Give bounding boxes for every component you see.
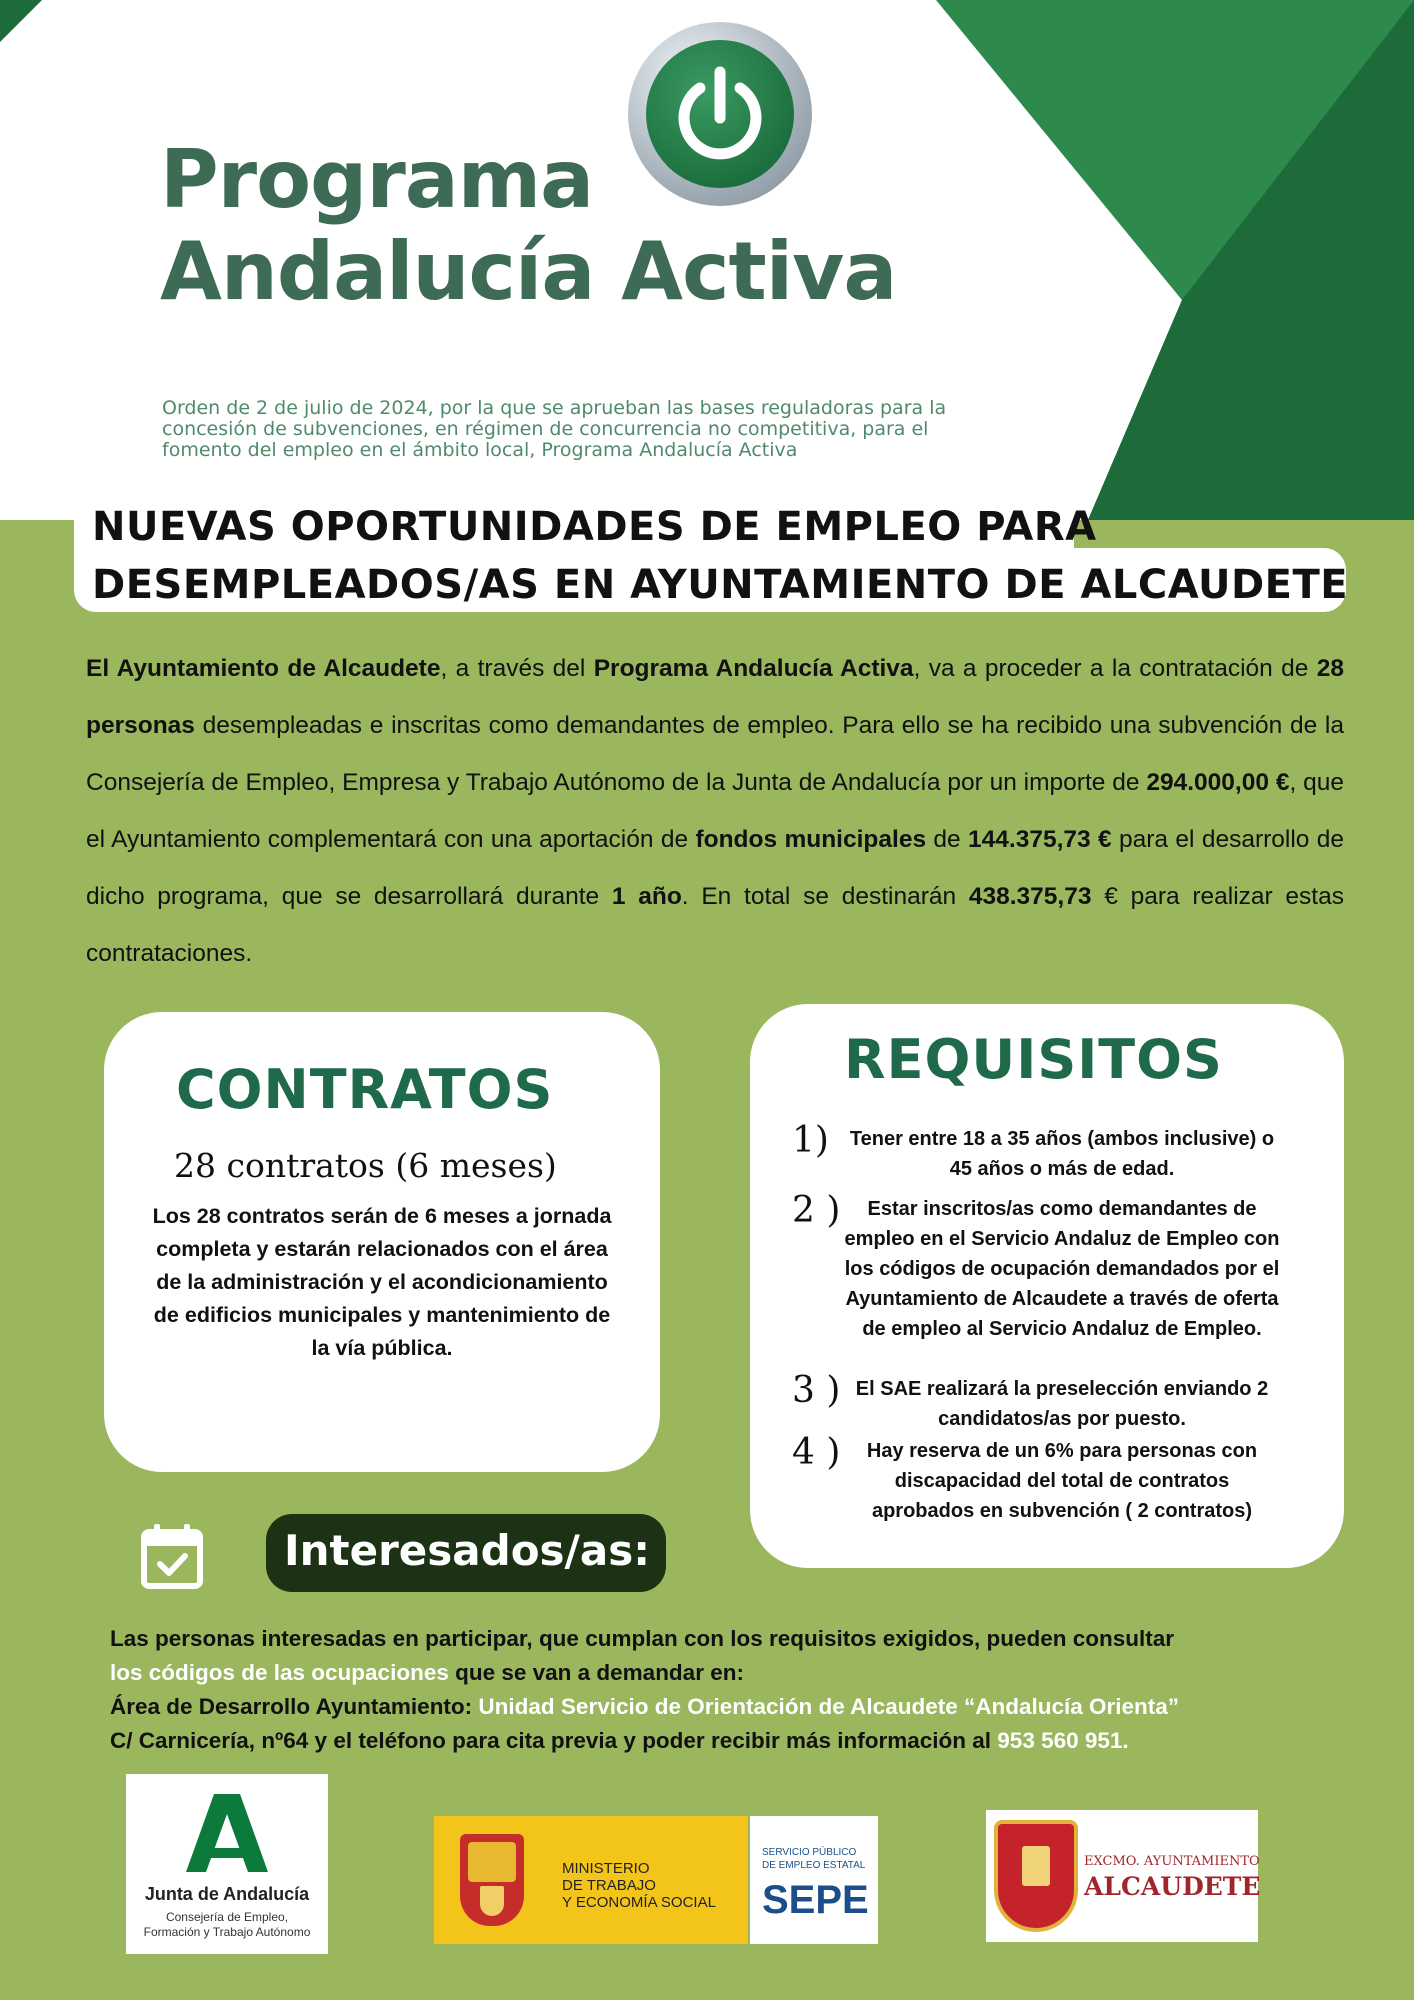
orden-line1: Orden de 2 de julio de 2024, por la que se aprueban las bases reguladoras para la	[162, 397, 947, 419]
contratos-subtitle: 28 contratos (6 meses)	[174, 1146, 557, 1185]
interesados-info	[110, 1622, 1340, 1758]
info-line3-label: Área de Desarrollo Ayuntamiento:	[110, 1694, 479, 1719]
intro-bold-personas: 28 personas	[86, 655, 1344, 739]
sepe-l2: DE EMPLEO ESTATAL	[762, 1860, 866, 1871]
requisito-number: 2 )	[792, 1190, 841, 1231]
program-title-line2: Andalucía Activa	[160, 225, 897, 318]
intro-text: . En total se destinarán	[681, 883, 969, 910]
intro-text: € para realizar estas contrataciones.	[86, 883, 1344, 967]
contratos-description: Los 28 contratos serán de 6 meses a jornada completa y estarán relacionados con el área de la administración y el acondicionamiento de edificios municipales y mantenimiento de la vía pública.	[152, 1204, 612, 1360]
requisito-text: Hay reserva de un 6% para personas con discapacidad del total de contratos aprobados en subvención ( 2 contratos)	[866, 1440, 1258, 1522]
junta-subtitle	[126, 1910, 328, 1940]
ministerio-l1: MINISTERIO	[562, 1860, 650, 1877]
ayto-l2: ALCAUDETE	[1084, 1872, 1261, 1901]
intro-text: desempleadas e inscritas como demandantes de empleo. Para ello se ha recibido una subvención de la Consejería de Empleo, Empresa y Trabajo Autónomo de la Junta de Andalucía por un importe de	[86, 712, 1344, 796]
ayto-l1: EXCMO. AYUNTAMIENTO	[1084, 1854, 1260, 1869]
info-line3	[110, 1690, 1340, 1724]
info-line4	[110, 1724, 1340, 1758]
interesados-label-text: Interesados/as:	[284, 1526, 651, 1575]
headline-line1: NUEVAS OPORTUNIDADES DE EMPLEO PARA	[92, 504, 1097, 550]
junta-sub1: Consejería de Empleo,	[165, 1910, 289, 1924]
contratos-heading: CONTRATOS	[176, 1058, 554, 1121]
program-title-line1: Programa	[160, 133, 594, 226]
alcaudete-crest-icon	[994, 1820, 1078, 1932]
intro-bold-duracion: 1 año	[611, 883, 682, 910]
phone-number[interactable]: 953 560 951.	[997, 1728, 1129, 1753]
intro-text: , que el Ayuntamiento complementará con una aportación de	[86, 769, 1344, 853]
sepe-l1: SERVICIO PÚBLICO	[762, 1847, 857, 1858]
coat-of-arms-icon	[460, 1834, 524, 1926]
intro-bold-programa: Programa Andalucía Activa	[593, 655, 914, 682]
power-icon	[628, 22, 812, 206]
ministerio-text	[562, 1860, 716, 1911]
intro-bold-fondos: fondos municipales	[695, 826, 927, 853]
requisito-text: Tener entre 18 a 35 años (ambos inclusive) o 45 años o más de edad.	[849, 1128, 1275, 1180]
junta-sub2: Formación y Trabajo Autónomo	[143, 1925, 311, 1939]
intro-text: para el desarrollo de dicho programa, que se desarrollará durante	[86, 826, 1345, 910]
header-section	[0, 0, 1414, 520]
ministerio-l2: DE TRABAJO	[562, 1877, 656, 1894]
junta-name: Junta de Andalucía	[144, 1884, 310, 1904]
contratos-card	[104, 1012, 660, 1472]
info-line2	[110, 1656, 1340, 1690]
ministerio-logo	[434, 1816, 748, 1944]
sepe-logo	[750, 1816, 878, 1944]
intro-text: , a través del	[440, 655, 594, 682]
requisito-text: Estar inscritos/as como demandantes de empleo en el Servicio Andaluz de Empleo con los códigos de ocupación demandados por el Ayuntamiento de Alcaudete a través de oferta de empleo al Servicio Andaluz de Empleo.	[844, 1198, 1280, 1340]
info-line2-rest: que se van a demandar en:	[448, 1660, 744, 1685]
intro-text: , va a proceder a la contratación de	[913, 655, 1317, 682]
intro-bold-total: 438.375,73	[968, 883, 1092, 910]
orden-text	[162, 398, 1022, 461]
intro-bold-aportacion: 144.375,73 €	[968, 826, 1112, 853]
calendar-check-icon	[140, 1522, 204, 1590]
requisito-text: El SAE realizará la preselección enviando 2 candidatos/as por puesto.	[855, 1378, 1269, 1430]
headline-banner	[74, 490, 1349, 624]
junta-a-icon	[184, 1790, 270, 1876]
ayuntamiento-alcaudete-logo	[986, 1810, 1261, 1942]
ocupaciones-link[interactable]: los códigos de las ocupaciones	[110, 1660, 449, 1685]
orientacion-link[interactable]: Unidad Servicio de Orientación de Alcaudete “Andalucía Orienta”	[478, 1694, 1180, 1719]
requisitos-heading: REQUISITOS	[844, 1028, 1223, 1091]
info-line4-text: C/ Carnicería, nº64 y el teléfono para cita previa y poder recibir más información al	[110, 1728, 998, 1753]
requisito-number: 4 )	[792, 1432, 841, 1473]
info-line1: Las personas interesadas en participar, que cumplan con los requisitos exigidos, pueden consultar	[110, 1626, 1175, 1651]
requisito-number: 1)	[792, 1120, 829, 1161]
sepe-text	[762, 1846, 865, 1872]
sepe-name: SEPE	[762, 1878, 869, 1922]
orden-line2: concesión de subvenciones, en régimen de concurrencia no competitiva, para el	[162, 418, 929, 440]
junta-andalucia-logo	[126, 1774, 328, 1954]
ministerio-l3: Y ECONOMÍA SOCIAL	[562, 1894, 716, 1911]
orden-line3: fomento del empleo en el ámbito local, Programa Andalucía Activa	[162, 439, 798, 461]
headline-line2: DESEMPLEADOS/AS EN AYUNTAMIENTO DE ALCAUDETE	[92, 562, 1349, 608]
intro-text: de	[926, 826, 969, 853]
intro-bold-ayuntamiento: El Ayuntamiento de Alcaudete	[86, 655, 441, 682]
requisito-number: 3 )	[792, 1370, 841, 1411]
requisitos-card	[750, 1004, 1344, 1568]
intro-paragraph	[86, 640, 1344, 982]
interesados-label	[266, 1514, 666, 1592]
intro-bold-importe: 294.000,00 €	[1146, 769, 1290, 796]
